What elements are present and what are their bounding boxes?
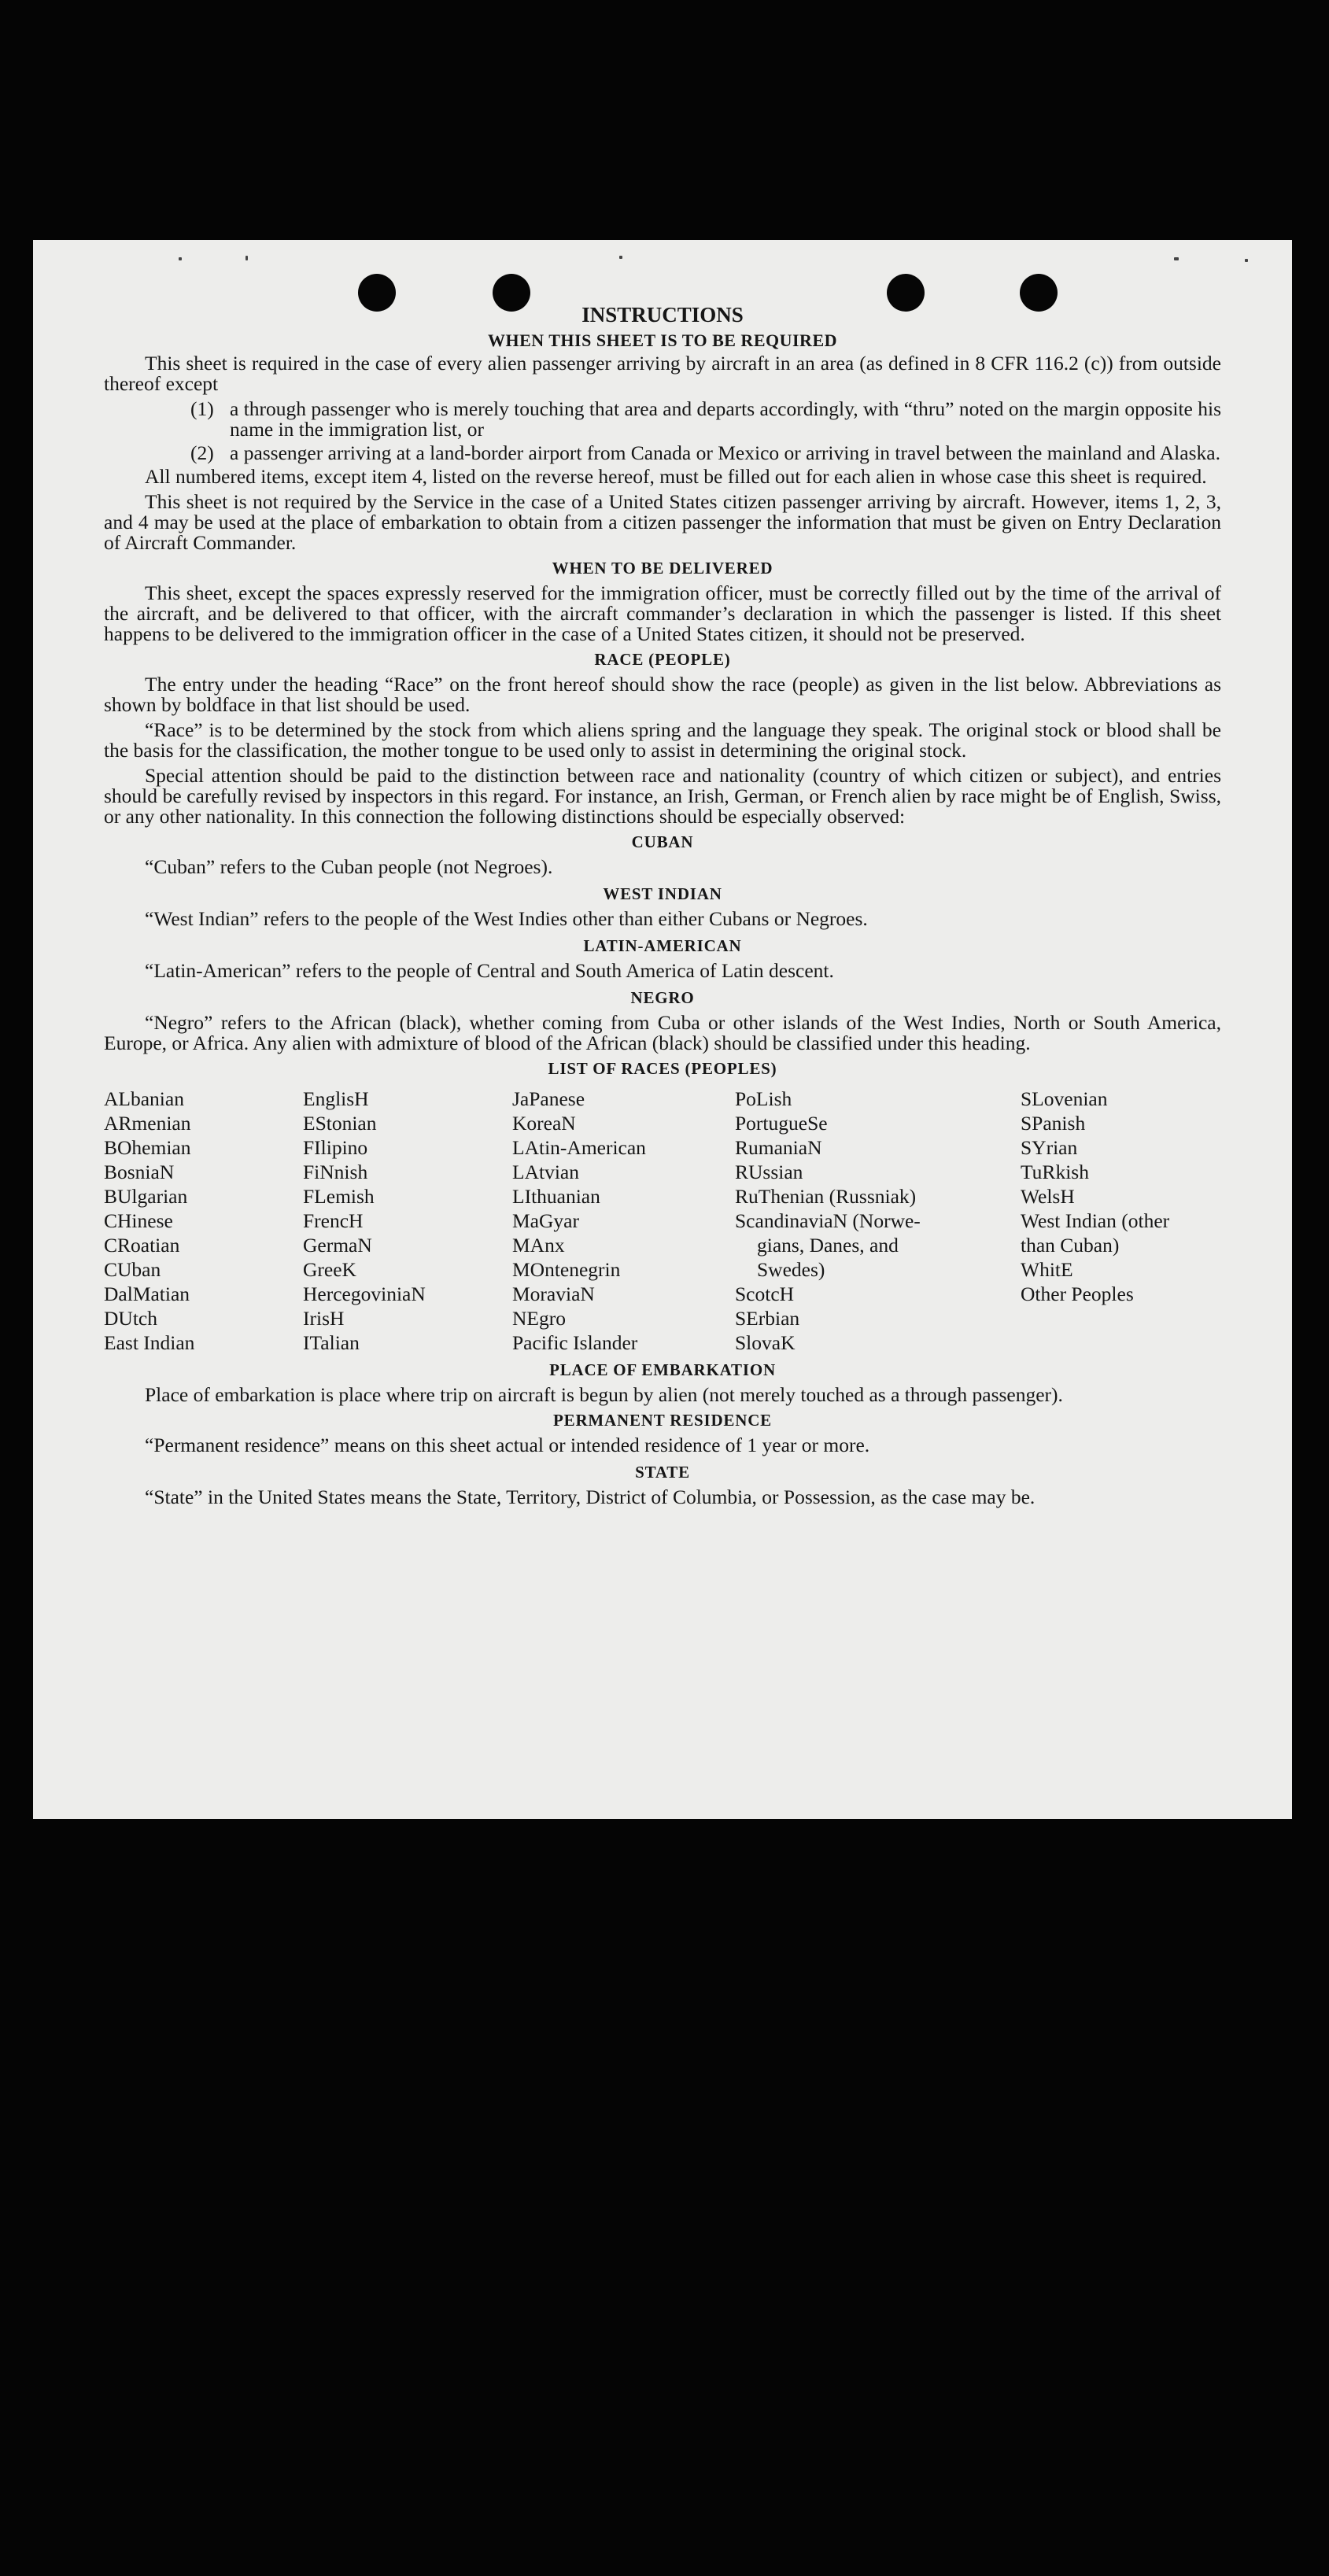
race-entry: DUtch bbox=[104, 1307, 157, 1330]
document-page bbox=[33, 240, 1292, 1819]
race-entry: LAtin-American bbox=[512, 1136, 646, 1159]
race-entry: ScandinaviaN (Norwe- bbox=[735, 1209, 921, 1232]
race-entry: IrisH bbox=[303, 1307, 345, 1330]
section-heading: CUBAN bbox=[631, 832, 694, 851]
section-heading: RACE (PEOPLE) bbox=[594, 650, 731, 669]
section-heading: WEST INDIAN bbox=[603, 884, 722, 903]
race-entry: Swedes) bbox=[757, 1258, 825, 1281]
definition: “Latin-American” refers to the people of Central and South America of Latin descent. bbox=[145, 959, 834, 982]
section-heading: PLACE OF EMBARKATION bbox=[549, 1360, 776, 1379]
race-entry: FiNnish bbox=[303, 1161, 368, 1183]
race-entry: SlovaK bbox=[735, 1331, 796, 1354]
race-entry: West Indian (other bbox=[1021, 1209, 1170, 1232]
section-heading: WHEN TO BE DELIVERED bbox=[552, 559, 773, 578]
paragraph: “Negro” refers to the African (black), whether coming from Cuba or other islands of the West Indies, North or South America, Europe, or Africa. Any alien with admixture of blood of the African (black) should be classified under this heading. bbox=[104, 1011, 1221, 1054]
section-heading: PERMANENT RESIDENCE bbox=[553, 1411, 772, 1430]
section-heading: NEGRO bbox=[630, 988, 695, 1007]
paragraph: This sheet is not required by the Service in the case of a United States citizen passenger arriving by aircraft. However, items 1, 2, 3, and 4 may be used at the place of embarkation to obtain from a citizen passenger the information that must be given on Entry Declaration of Aircraft Commander. bbox=[104, 490, 1221, 554]
speck bbox=[179, 257, 182, 260]
instructions-text bbox=[104, 297, 1221, 1512]
race-entry: MAnx bbox=[512, 1234, 565, 1257]
race-entry: SLovenian bbox=[1021, 1087, 1108, 1110]
race-entry: WhitE bbox=[1021, 1258, 1073, 1281]
item-number: (2) bbox=[190, 441, 214, 464]
list-item bbox=[190, 399, 1221, 440]
paragraph: Place of embarkation is place where trip on aircraft is begun by alien (not merely touched as a through passenger). bbox=[145, 1383, 1063, 1406]
race-entry: NEgro bbox=[512, 1307, 566, 1330]
race-entry: CHinese bbox=[104, 1209, 173, 1232]
section-heading: WHEN THIS SHEET IS TO BE REQUIRED bbox=[487, 330, 838, 350]
race-entry: gians, Danes, and bbox=[757, 1234, 899, 1257]
section-heading: LATIN-AMERICAN bbox=[583, 936, 742, 955]
item-number: (1) bbox=[190, 397, 214, 420]
race-entry: WelsH bbox=[1021, 1185, 1075, 1208]
item-text: a through passenger who is merely touching that area and departs accordingly, with “thru” noted on the margin opposite his name in the immigration list, or bbox=[230, 397, 1221, 441]
race-entry: MOntenegrin bbox=[512, 1258, 621, 1281]
race-entry: Other Peoples bbox=[1021, 1282, 1134, 1305]
race-entry: TuRkish bbox=[1021, 1161, 1089, 1183]
race-entry: SYrian bbox=[1021, 1136, 1078, 1159]
list-item bbox=[190, 443, 1221, 463]
race-entry: RumaniaN bbox=[735, 1136, 822, 1159]
speck bbox=[619, 256, 622, 259]
race-entry: HercegoviniaN bbox=[303, 1282, 426, 1305]
race-entry: BUlgarian bbox=[104, 1185, 188, 1208]
race-entry: MoraviaN bbox=[512, 1282, 595, 1305]
race-entry: FIlipino bbox=[303, 1136, 368, 1159]
race-entry: SErbian bbox=[735, 1307, 800, 1330]
race-entry: EStonian bbox=[303, 1112, 377, 1135]
section-heading: LIST OF RACES (PEOPLES) bbox=[548, 1059, 777, 1078]
section-heading: STATE bbox=[635, 1463, 690, 1482]
race-entry: DalMatian bbox=[104, 1282, 190, 1305]
race-column bbox=[303, 1087, 512, 1355]
race-entry: EnglisH bbox=[303, 1087, 369, 1110]
race-entry: MaGyar bbox=[512, 1209, 579, 1232]
definition: “Permanent residence” means on this sheet actual or intended residence of 1 year or more. bbox=[145, 1434, 870, 1456]
race-entry: FLemish bbox=[303, 1185, 375, 1208]
race-entry: LIthuanian bbox=[512, 1185, 600, 1208]
race-entry: ALbanian bbox=[104, 1087, 184, 1110]
race-entry: GermaN bbox=[303, 1234, 372, 1257]
item-text: a passenger arriving at a land-border airport from Canada or Mexico or arriving in travel between the mainland and Alaska. bbox=[230, 441, 1220, 464]
race-entry: ScotcH bbox=[735, 1282, 795, 1305]
race-column bbox=[735, 1087, 1021, 1355]
race-entry: GreeK bbox=[303, 1258, 356, 1281]
race-entry: East Indian bbox=[104, 1331, 195, 1354]
race-entry: PoLish bbox=[735, 1087, 792, 1110]
paragraph: This sheet is required in the case of every alien passenger arriving by aircraft in an area (as defined in 8 CFR 116.2 (c)) from outside thereof except bbox=[104, 352, 1221, 395]
race-entry: RuThenian (Russniak) bbox=[735, 1185, 917, 1208]
race-entry: BosniaN bbox=[104, 1161, 175, 1183]
paragraph: The entry under the heading “Race” on the front hereof should show the race (people) as given in the list below. Abbreviations as shown by boldface in that list should be used. bbox=[104, 673, 1221, 716]
race-list bbox=[104, 1087, 1221, 1355]
definition: “West Indian” refers to the people of the West Indies other than either Cubans or Negroes. bbox=[145, 907, 868, 930]
race-entry: CUban bbox=[104, 1258, 161, 1281]
paragraph: All numbered items, except item 4, listed on the reverse hereof, must be filled out for each alien in whose case this sheet is required. bbox=[145, 465, 1207, 488]
paragraph: “State” in the United States means the State, Territory, District of Columbia, or Possession, as the case may be. bbox=[145, 1485, 1036, 1508]
race-entry: Pacific Islander bbox=[512, 1331, 638, 1354]
race-entry: PortugueSe bbox=[735, 1112, 828, 1135]
paragraph: This sheet, except the spaces expressly reserved for the immigration officer, must be correctly filled out by the time of the arrival of the aircraft, and be delivered to that officer, with the aircraft commander’s declaration in which the passenger is listed. If this sheet happens to be delivered to the immigration officer in the case of a United States citizen, it should not be preserved. bbox=[104, 581, 1221, 645]
speck bbox=[1174, 257, 1179, 260]
paragraph: “Race” is to be determined by the stock from which aliens spring and the language they speak. The original stock or blood shall be the basis for the classification, the mother tongue to be used only to assist in determining the original stock. bbox=[104, 718, 1221, 762]
race-entry: FrencH bbox=[303, 1209, 364, 1232]
race-entry: ITalian bbox=[303, 1331, 360, 1354]
page-title: INSTRUCTIONS bbox=[581, 303, 744, 327]
race-entry: SPanish bbox=[1021, 1112, 1086, 1135]
definition: “Cuban” refers to the Cuban people (not Negroes). bbox=[145, 855, 553, 878]
race-entry: than Cuban) bbox=[1021, 1234, 1120, 1257]
speck bbox=[245, 256, 248, 260]
paragraph: Special attention should be paid to the distinction between race and nationality (country of which citizen or subject), and entries should be carefully revised by inspectors in this regard. For instance, an Irish, German, or French alien by race might be of English, Swiss, or any other nationality. In this connection the following distinctions should be especially observed: bbox=[104, 764, 1221, 828]
race-entry: ARmenian bbox=[104, 1112, 191, 1135]
race-entry: BOhemian bbox=[104, 1136, 191, 1159]
race-entry: LAtvian bbox=[512, 1161, 579, 1183]
race-entry: KoreaN bbox=[512, 1112, 576, 1135]
race-column bbox=[104, 1087, 303, 1355]
race-entry: JaPanese bbox=[512, 1087, 585, 1110]
speck bbox=[1245, 259, 1248, 262]
race-column bbox=[1021, 1087, 1221, 1355]
race-column bbox=[512, 1087, 735, 1355]
race-entry: CRoatian bbox=[104, 1234, 180, 1257]
race-entry: RUssian bbox=[735, 1161, 803, 1183]
